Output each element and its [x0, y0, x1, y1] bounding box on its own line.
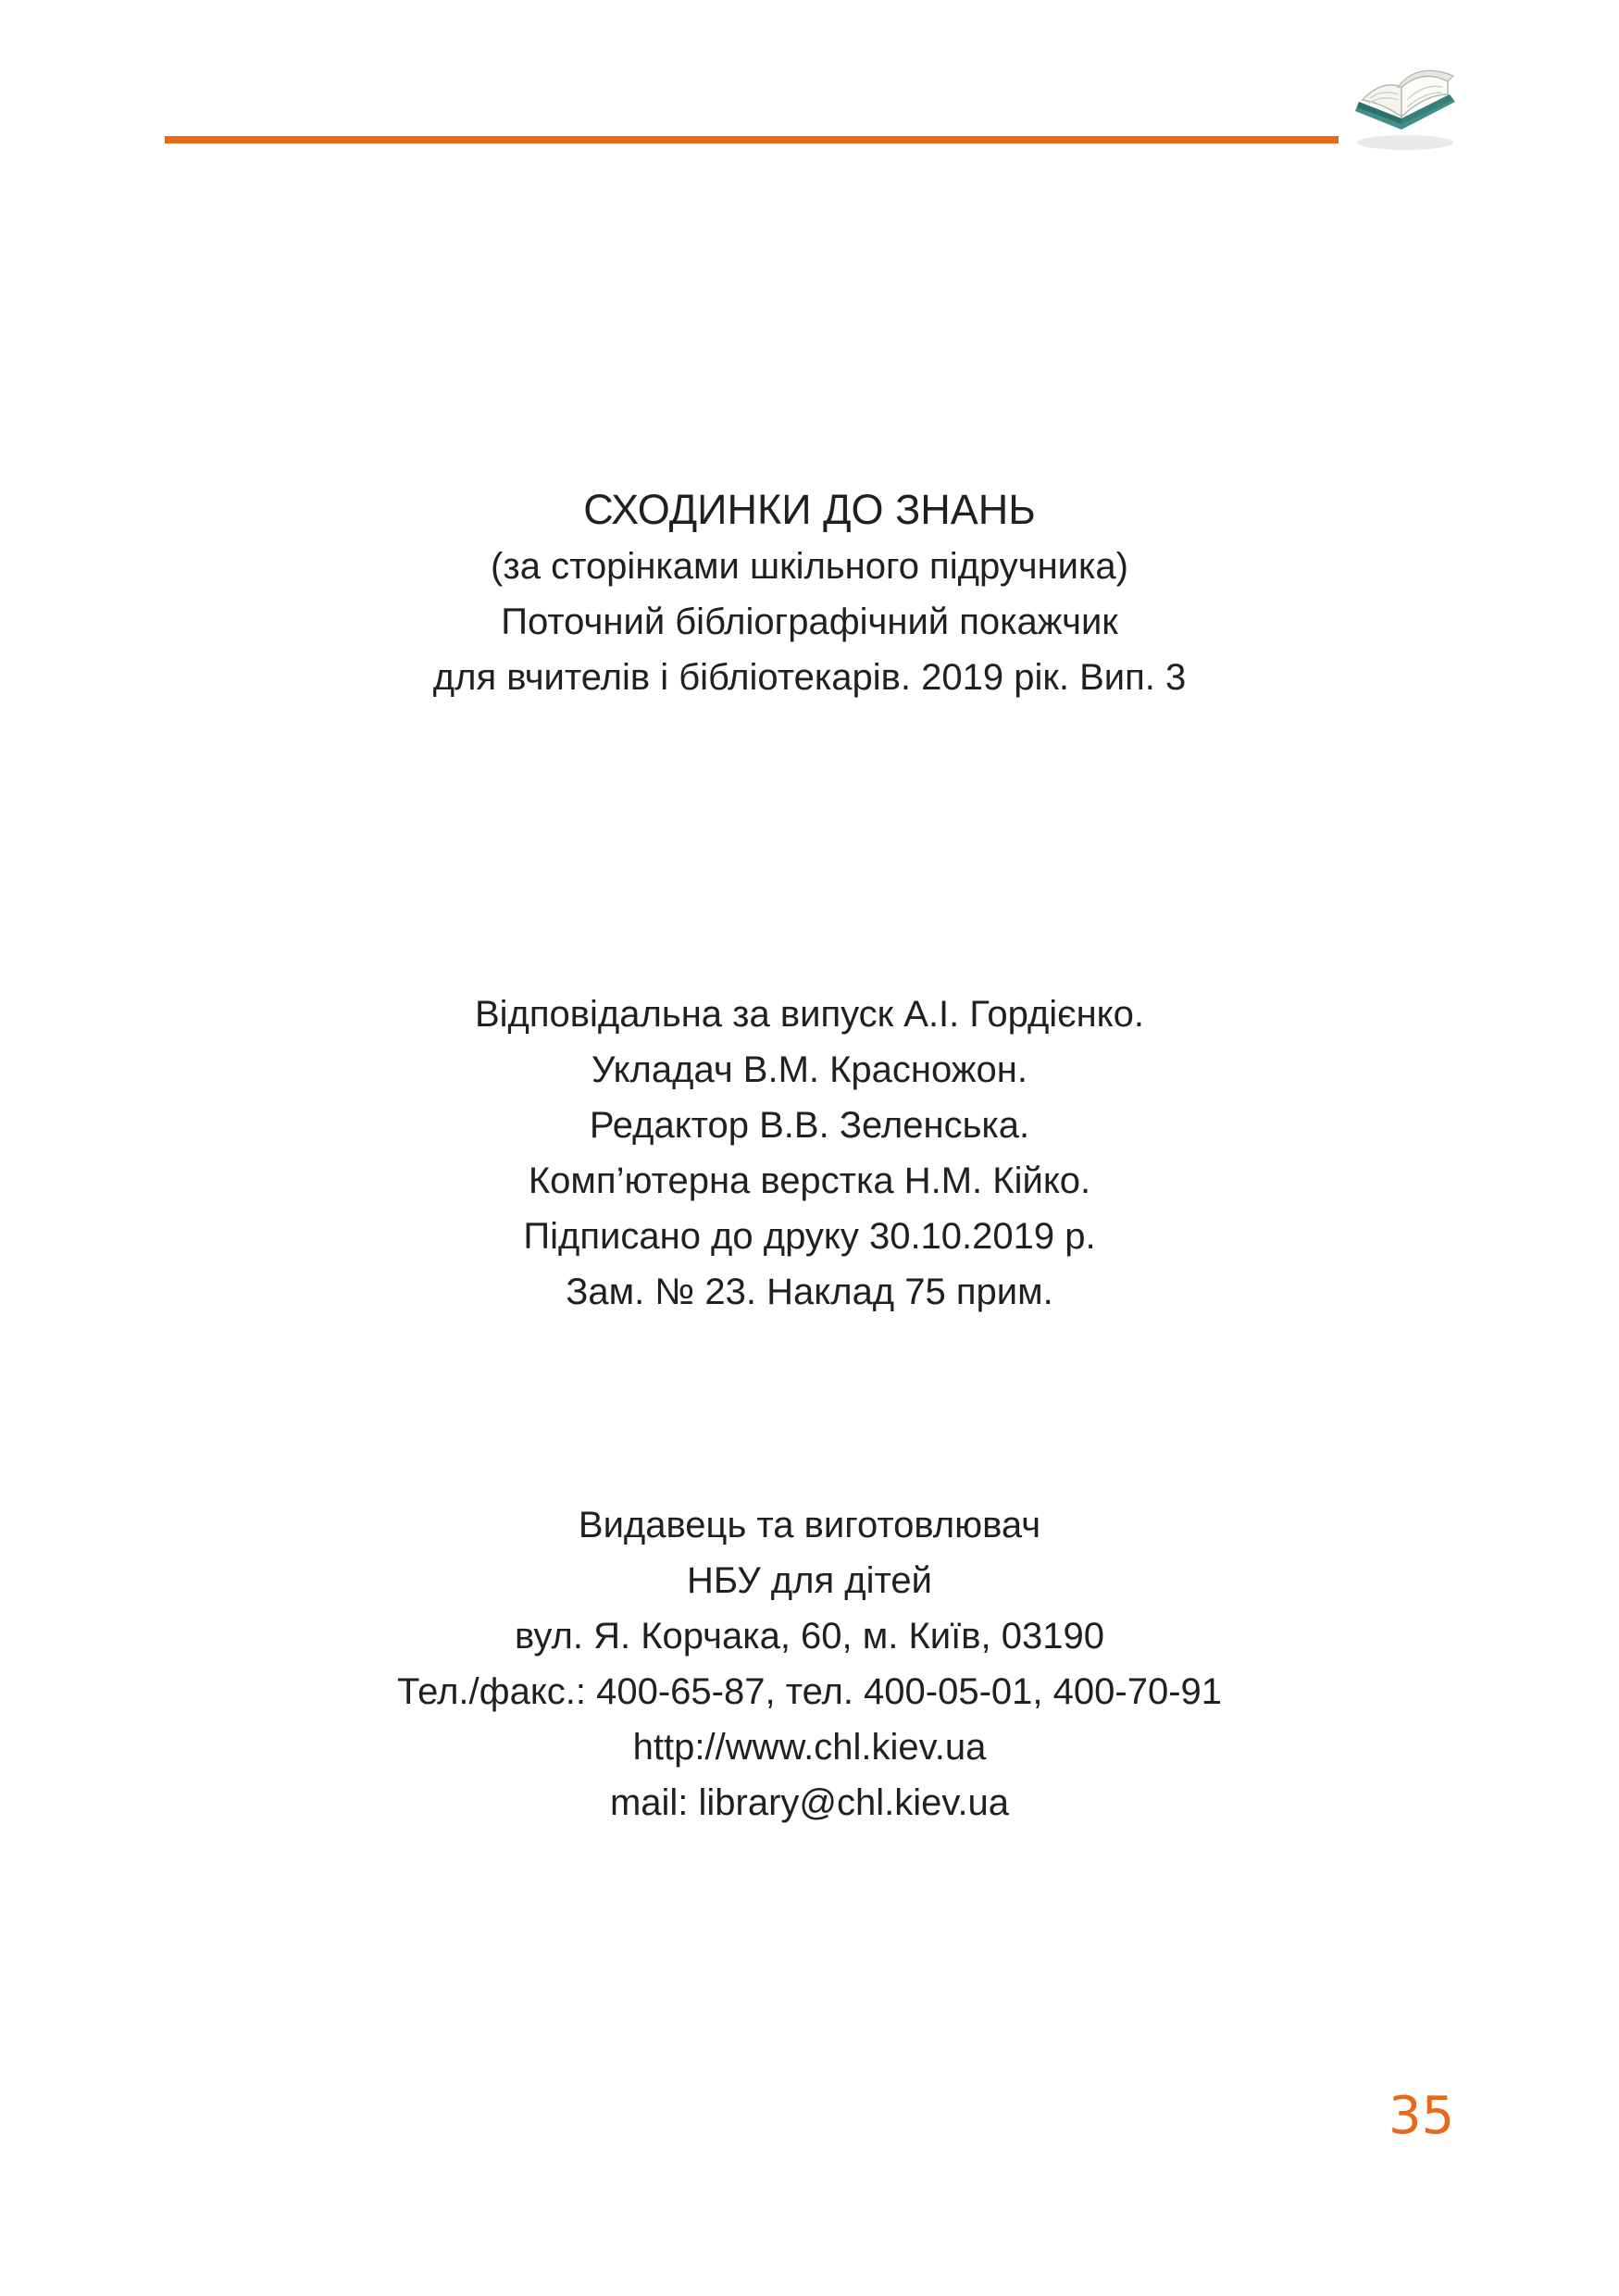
credit-responsible: Відповідальна за випуск А.І. Гордієнко.	[474, 994, 1144, 1035]
publisher-address: вул. Я. Корчака, 60, м. Київ, 03190	[515, 1616, 1104, 1657]
title-block	[0, 481, 1619, 705]
document-audience: для вчителів і бібліотекарів. 2019 рік. Вип. 3	[432, 657, 1187, 698]
publisher-website: http://www.chl.kiev.ua	[632, 1727, 987, 1768]
publisher-phones: Тел./факс.: 400-65-87, тел. 400-05-01, 400-70-91	[396, 1671, 1222, 1712]
document-title: СХОДИНКИ ДО ЗНАНЬ	[583, 486, 1036, 533]
publisher-info	[0, 1497, 1619, 1831]
credit-editor: Редактор В.В. Зеленська.	[589, 1105, 1030, 1146]
document-subtitle: (за сторінками шкільного підручника)	[491, 546, 1128, 587]
open-book-icon	[1344, 63, 1464, 167]
credit-print-date: Підписано до друку 30.10.2019 р.	[523, 1216, 1096, 1257]
publisher-label: Видавець та виготовлювач	[578, 1505, 1041, 1545]
document-description: Поточний бібліографічний покажчик	[501, 602, 1118, 642]
publisher-name: НБУ для дітей	[687, 1560, 932, 1601]
staff-credits	[0, 987, 1619, 1320]
credit-layout: Комп’ютерна верстка Н.М. Кійко.	[528, 1160, 1091, 1201]
page-number: 35	[1389, 2086, 1455, 2146]
header-rule	[165, 136, 1339, 143]
credit-compiler: Укладач В.М. Красножон.	[591, 1049, 1028, 1090]
credit-print-run: Зам. № 23. Наклад 75 прим.	[566, 1272, 1053, 1312]
publisher-email: mail: library@chl.kiev.ua	[609, 1782, 1010, 1823]
